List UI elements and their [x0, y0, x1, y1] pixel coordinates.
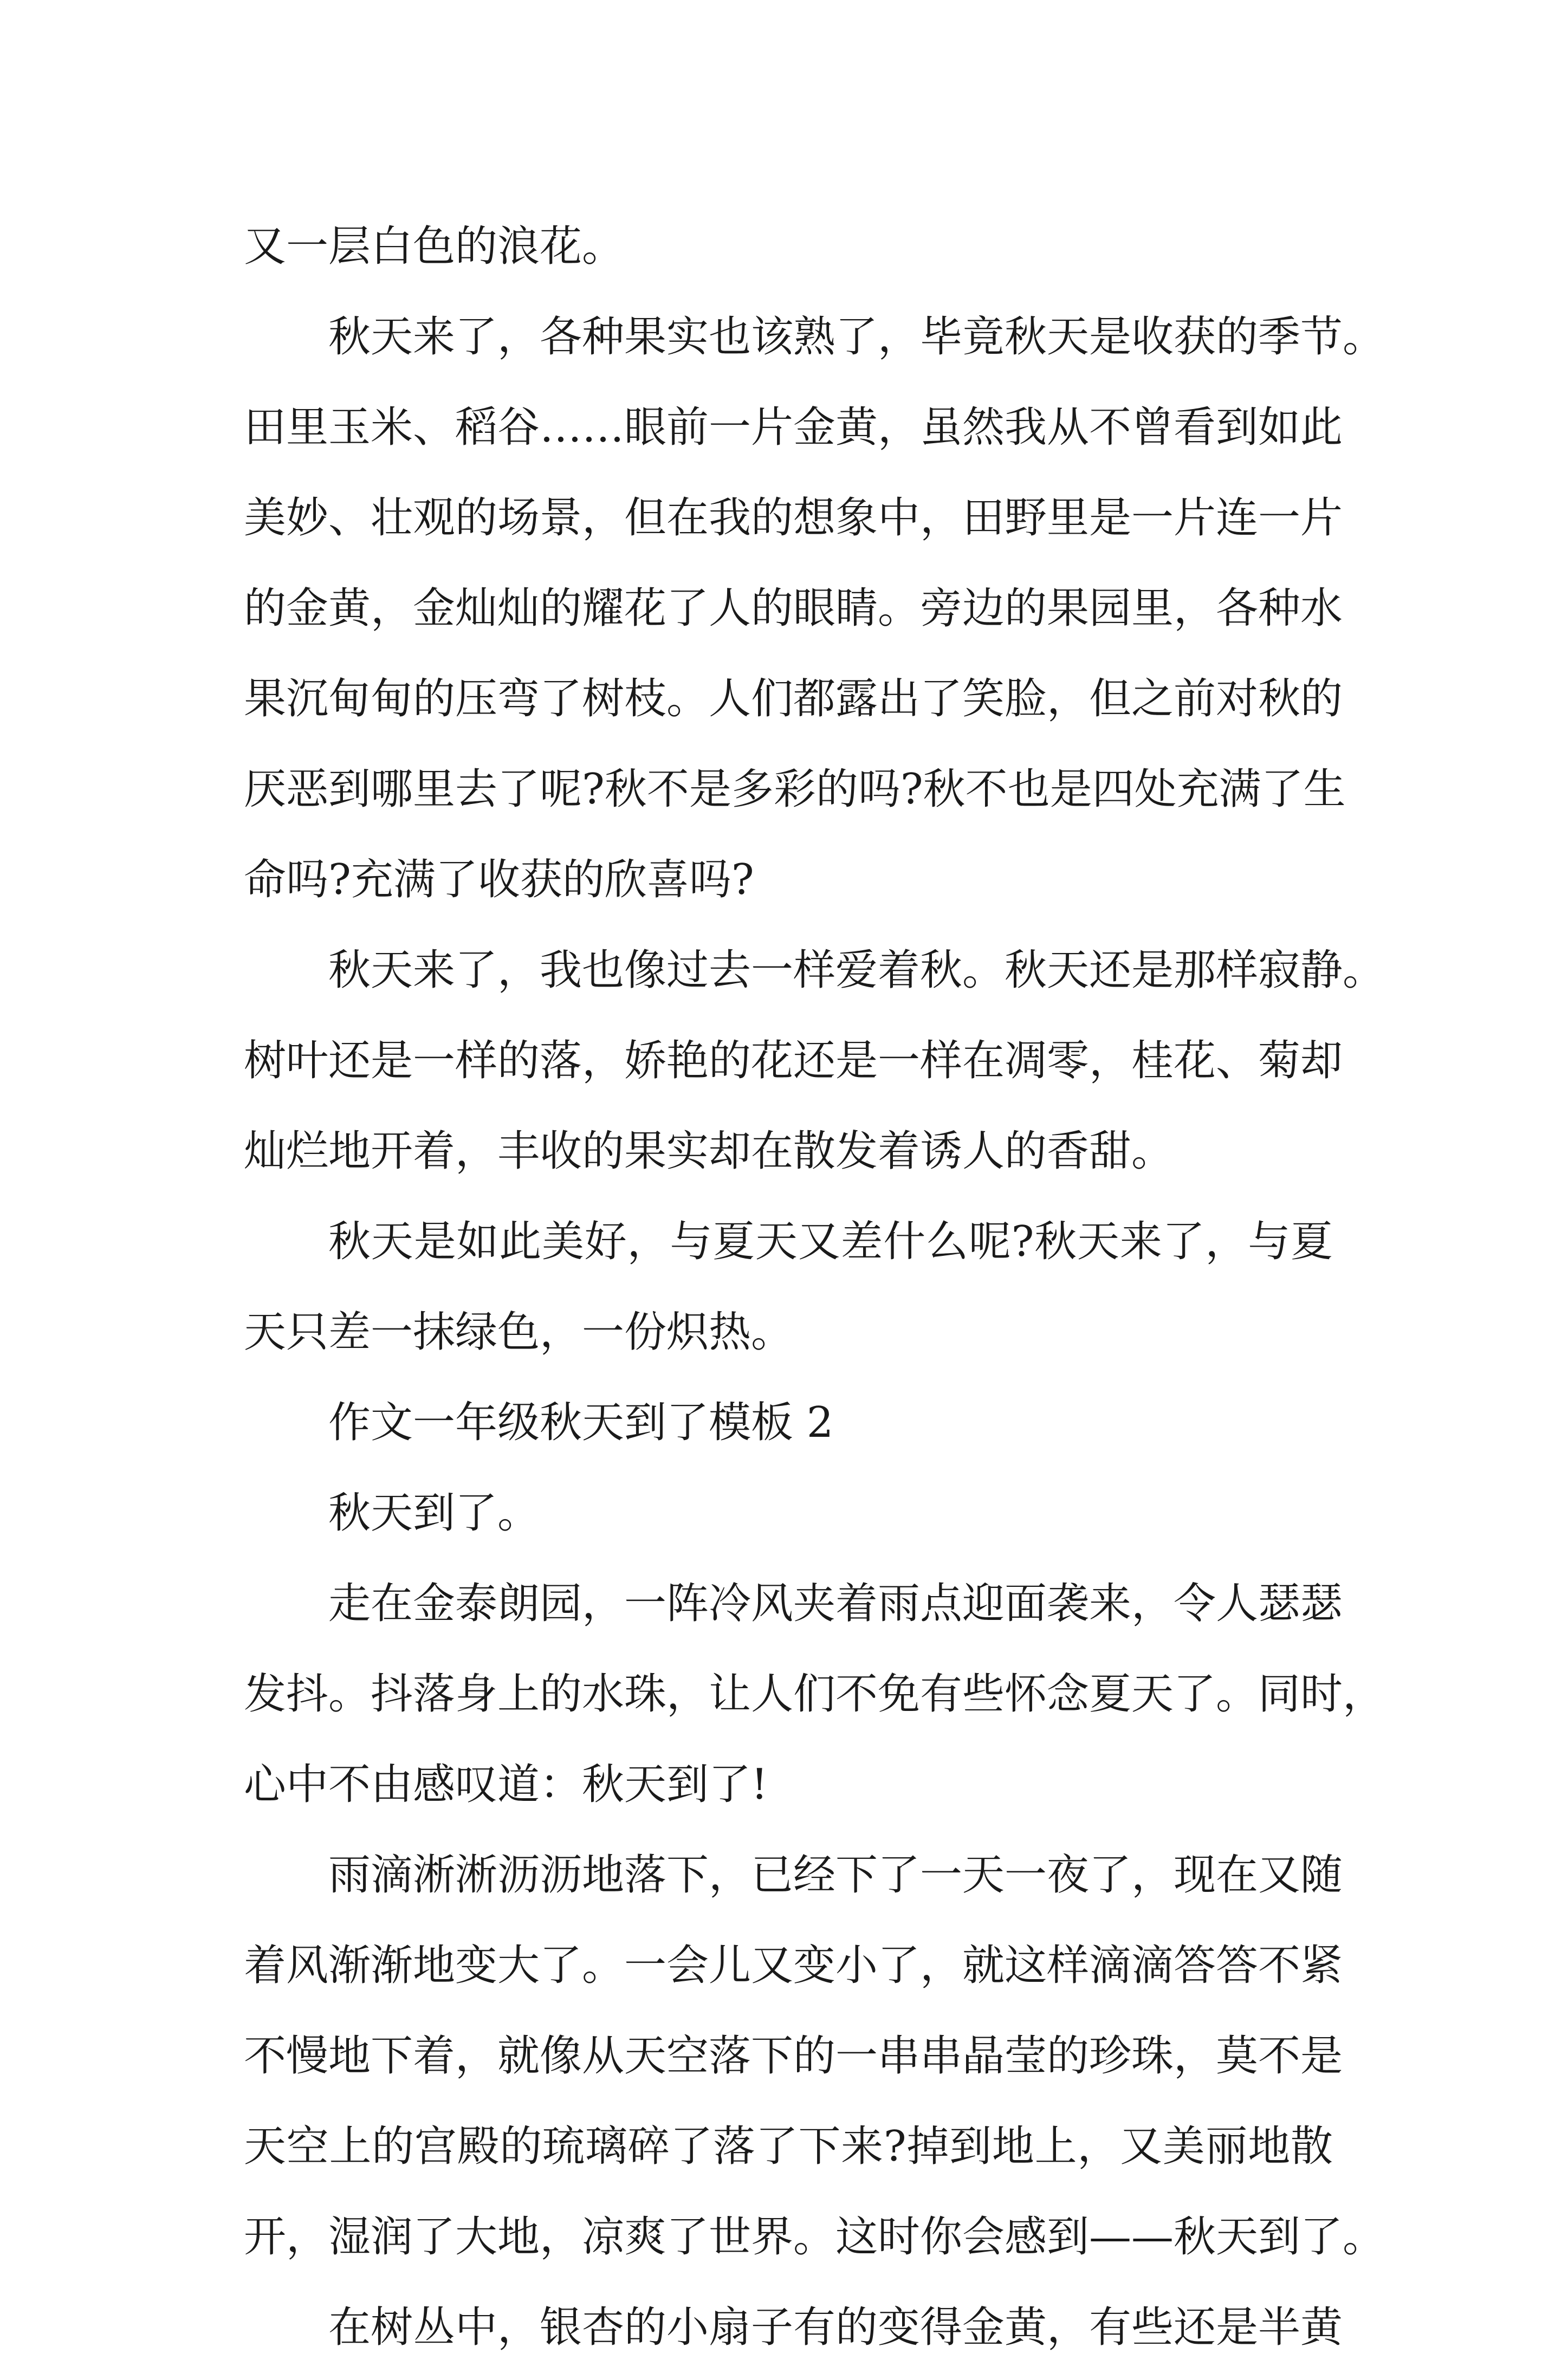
text-line: 的金黄，金灿灿的耀花了人的眼睛。旁边的果园里，各种水: [244, 584, 1343, 633]
text-line: 灿烂地开着，丰收的果实却在散发着诱人的香甜。: [244, 1127, 1174, 1176]
text-line: 发抖。抖落身上的水珠，让人们不免有些怀念夏天了。同时，: [244, 1670, 1385, 1719]
text-line: 开，湿润了大地，凉爽了世界。这时你会感到——秋天到了。: [244, 2213, 1385, 2261]
text-line: 天只差一抹绿色，一份炽热。: [244, 1308, 794, 1357]
text-line: 美妙、壮观的场景，但在我的想象中，田野里是一片连一片: [244, 494, 1343, 542]
text-line: 树叶还是一样的落，娇艳的花还是一样在凋零，桂花、菊却: [244, 1036, 1343, 1085]
text-line: 又一层白色的浪花。: [244, 222, 625, 271]
text-line: 秋天来了，我也像过去一样爱着秋。秋天还是那样寂静。: [328, 946, 1385, 995]
text-line: 心中不由感叹道：秋天到了!: [244, 1760, 768, 1809]
document-body: [244, 202, 1385, 2373]
text-line: 田里玉米、稻谷……眼前一片金黄，虽然我从不曾看到如此: [244, 403, 1343, 452]
text-line: 在树丛中，银杏的小扇子有的变得金黄，有些还是半黄: [328, 2303, 1343, 2352]
text-line: 不慢地下着，就像从天空落下的一串串晶莹的珍珠，莫不是: [244, 2032, 1343, 2080]
text-line: 走在金泰朗园，一阵冷风夹着雨点迎面袭来，令人瑟瑟: [328, 1579, 1343, 1628]
text-line: 秋天到了。: [328, 1489, 540, 1538]
text-line: 着风渐渐地变大了。一会儿又变小了，就这样滴滴答答不紧: [244, 1941, 1343, 1990]
section-heading: 作文一年级秋天到了模板 2: [328, 1398, 834, 1447]
text-line: 秋天是如此美好，与夏天又差什么呢?秋天来了，与夏: [328, 1217, 1333, 1266]
text-line: 天空上的宫殿的琉璃碎了落了下来?掉到地上，又美丽地散: [244, 2122, 1333, 2171]
text-line: 秋天来了，各种果实也该熟了，毕竟秋天是收获的季节。: [328, 313, 1385, 361]
text-line: 厌恶到哪里去了呢?秋不是多彩的吗?秋不也是四处充满了生: [244, 765, 1346, 814]
text-line: 雨滴淅淅沥沥地落下，已经下了一天一夜了，现在又随: [328, 1851, 1343, 1899]
text-line: 果沉甸甸的压弯了树枝。人们都露出了笑脸，但之前对秋的: [244, 675, 1343, 723]
text-line: 命吗?充满了收获的欣喜吗?: [244, 855, 754, 904]
